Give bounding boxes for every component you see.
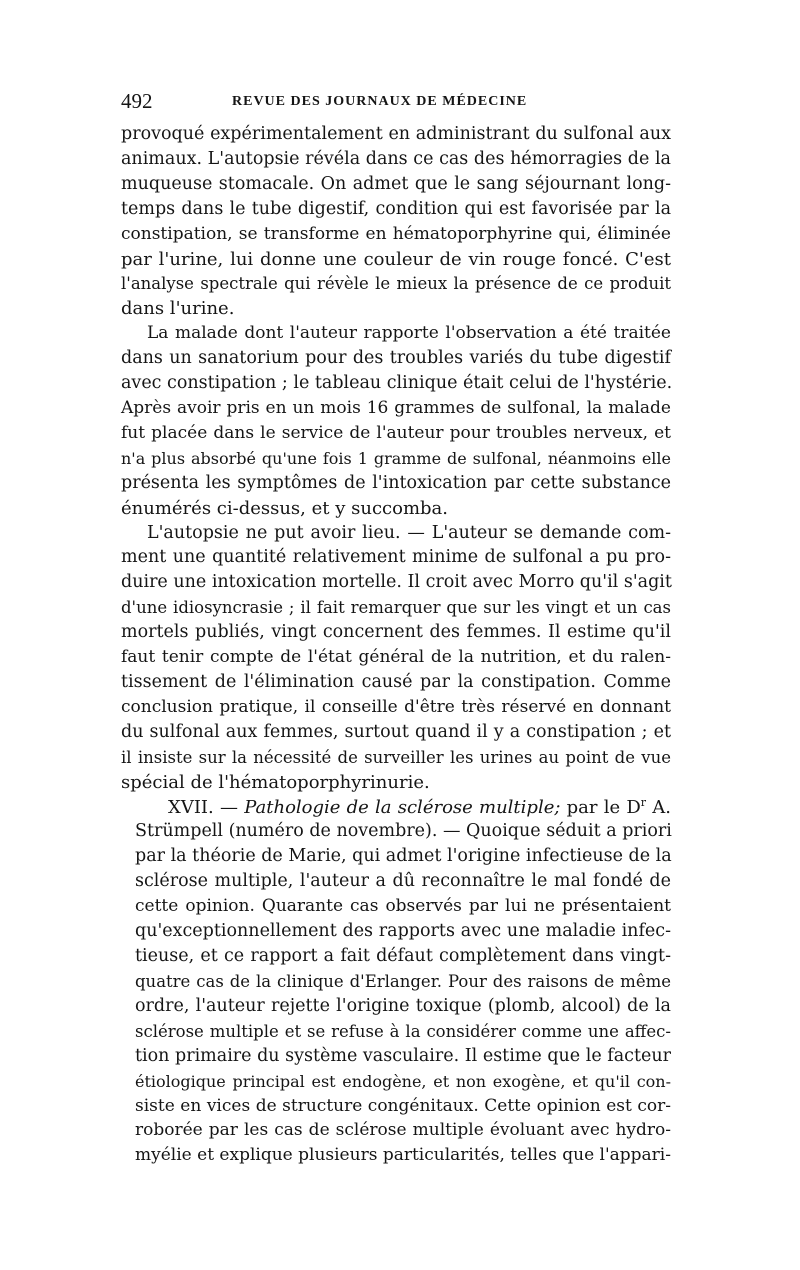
text-line: l'analyse spectrale qui révèle le mieux la présence de ce produit xyxy=(121,274,671,293)
text-line: il insiste sur la nécessité de surveiller les urines au point de vue xyxy=(121,748,671,767)
page-number: 492 xyxy=(121,89,153,113)
text-line: muqueuse stomacale. On admet que le sang séjournant long- xyxy=(121,174,671,194)
text-line: du sulfonal aux femmes, surtout quand il y a constipation ; et xyxy=(121,722,671,742)
section-heading xyxy=(168,796,671,819)
text-line: par la théorie de Marie, qui admet l'origine infectieuse de la xyxy=(135,846,672,866)
text-line: quatre cas de la clinique d'Erlanger. Pour des raisons de même xyxy=(135,972,671,991)
text-line: dans un sanatorium pour des troubles variés du tube digestif xyxy=(121,348,671,368)
text-line: faut tenir compte de l'état général de la nutrition, et du ralen- xyxy=(121,647,671,667)
article-title: Pathologie de la sclérose multiple; xyxy=(244,797,561,818)
text-line: avec constipation ; le tableau clinique était celui de l'hystérie. xyxy=(121,373,673,393)
text-line: mortels publiés, vingt concernent des femmes. Il estime qu'il xyxy=(121,622,671,642)
text-line: La malade dont l'auteur rapporte l'observation a été traitée xyxy=(147,323,671,343)
text-line: tissement de l'élimination causé par la constipation. Comme xyxy=(121,672,671,692)
text-line: tieuse, et ce rapport a fait défaut complètement dans vingt- xyxy=(135,946,671,966)
byline: par le D xyxy=(560,797,641,818)
text-line: provoqué expérimentalement en administrant du sulfonal aux xyxy=(121,124,671,144)
text-line: fut placée dans le service de l'auteur pour troubles nerveux, et xyxy=(121,423,671,443)
text-line: sclérose multiple et se refuse à la considérer comme une affec- xyxy=(135,1022,671,1041)
text-line: par l'urine, lui donne une couleur de vin rouge foncé. C'est xyxy=(121,249,671,270)
text-line: myélie et explique plusieurs particularités, telles que l'appari- xyxy=(135,1145,671,1165)
author-initial: A. xyxy=(646,797,671,818)
text-line: L'autopsie ne put avoir lieu. — L'auteur se demande com- xyxy=(147,523,671,543)
text-line: n'a plus absorbé qu'une fois 1 gramme de sulfonal, néanmoins elle xyxy=(121,449,671,468)
text-line: ordre, l'auteur rejette l'origine toxique (plomb, alcool) de la xyxy=(135,996,671,1016)
section-number: XVII. — xyxy=(168,797,245,818)
text-line: siste en vices de structure congénitaux. Cette opinion est cor- xyxy=(135,1096,671,1116)
text-line: roborée par les cas de sclérose multiple évoluant avec hydro- xyxy=(135,1120,671,1140)
title-abbreviation: r xyxy=(640,796,647,809)
text-line: tion primaire du système vasculaire. Il estime que le facteur xyxy=(135,1046,671,1066)
text-line: qu'exceptionnellement des rapports avec une maladie infec- xyxy=(135,921,671,941)
text-line: étiologique principal est endogène, et non exogène, et qu'il con- xyxy=(135,1072,671,1091)
text-line: duire une intoxication mortelle. Il croit avec Morro qu'il s'agit xyxy=(121,572,672,592)
text-line: cette opinion. Quarante cas observés par lui ne présentaient xyxy=(135,896,671,916)
text-line: énumérés ci-dessus, et y succomba. xyxy=(121,498,448,519)
text-line: conclusion pratique, il conseille d'être très réservé en donnant xyxy=(121,697,671,717)
text-line: animaux. L'autopsie révéla dans ce cas des hémorragies de la xyxy=(121,149,671,169)
text-line: ment une quantité relativement minime de sulfonal a pu pro- xyxy=(121,547,671,567)
text-line: Strümpell (numéro de novembre). — Quoique séduit a priori xyxy=(135,821,672,841)
text-line: présenta les symptômes de l'intoxication par cette substance xyxy=(121,473,671,493)
running-title: REVUE DES JOURNAUX DE MÉDECINE xyxy=(232,94,528,109)
text-line: spécial de l'hématoporphyrinurie. xyxy=(121,772,430,793)
text-line: sclérose multiple, l'auteur a dû reconnaître le mal fondé de xyxy=(135,871,671,891)
text-line: constipation, se transforme en hématoporphyrine qui, éliminée xyxy=(121,224,671,244)
text-line: Après avoir pris en un mois 16 grammes de sulfonal, la malade xyxy=(121,398,671,418)
text-line: d'une idiosyncrasie ; il fait remarquer que sur les vingt et un cas xyxy=(121,598,671,617)
text-line: temps dans le tube digestif, condition qui est favorisée par la xyxy=(121,199,671,219)
text-line: dans l'urine. xyxy=(121,298,235,319)
